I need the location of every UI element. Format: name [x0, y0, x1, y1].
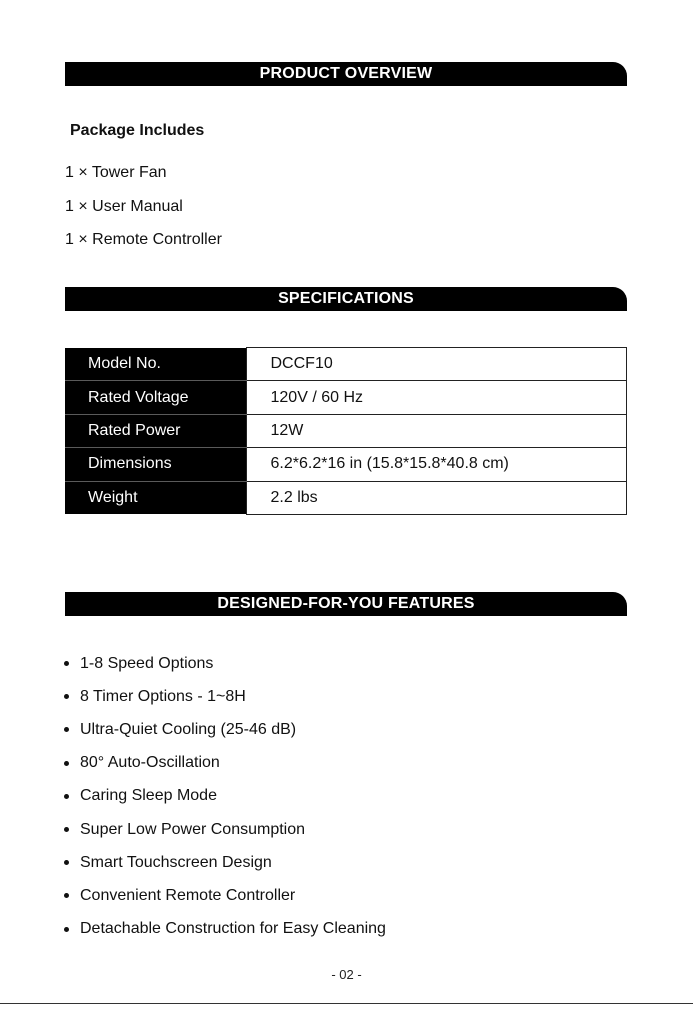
spec-label: Model No. [65, 348, 246, 381]
feature-item [62, 747, 386, 780]
bullet-icon [64, 827, 69, 832]
bullet-icon [64, 727, 69, 732]
spec-value: DCCF10 [246, 348, 627, 381]
spec-label: Rated Power [65, 414, 246, 447]
package-item: 1 × Remote Controller [65, 231, 222, 248]
bullet-icon [64, 761, 69, 766]
feature-text: Ultra-Quiet Cooling (25-46 dB) [80, 720, 297, 738]
package-item: 1 × Tower Fan [65, 164, 167, 181]
feature-item [62, 879, 386, 912]
specifications-banner: SPECIFICATIONS [65, 287, 627, 311]
bullet-icon [64, 927, 69, 932]
spec-label: Weight [65, 481, 246, 514]
feature-text: Smart Touchscreen Design [80, 853, 272, 871]
spec-row [65, 414, 627, 447]
spec-row [65, 481, 627, 514]
feature-item [62, 813, 386, 846]
spec-value: 2.2 lbs [246, 481, 627, 514]
bullet-icon [64, 860, 69, 865]
feature-text: Convenient Remote Controller [80, 886, 296, 904]
spec-label: Dimensions [65, 448, 246, 481]
footer-divider [0, 1003, 693, 1004]
feature-text: Super Low Power Consumption [80, 820, 306, 838]
feature-text: 80° Auto-Oscillation [80, 754, 220, 772]
feature-item [62, 846, 386, 879]
feature-text: Detachable Construction for Easy Cleaning [80, 920, 386, 938]
features-banner: DESIGNED-FOR-YOU FEATURES [65, 592, 627, 616]
package-list [65, 162, 222, 263]
package-item: 1 × User Manual [65, 197, 183, 215]
bullet-icon [64, 694, 69, 699]
bullet-icon [64, 794, 69, 799]
feature-item [62, 647, 386, 680]
feature-text: 8 Timer Options - 1~8H [80, 687, 246, 705]
page-number: - 02 - [331, 967, 362, 982]
spec-row [65, 381, 627, 414]
feature-text: Caring Sleep Mode [80, 787, 217, 805]
feature-item [62, 680, 386, 713]
spec-value: 120V / 60 Hz [246, 381, 627, 414]
features-list [62, 647, 386, 946]
spec-row [65, 448, 627, 481]
feature-item [62, 780, 386, 813]
bullet-icon [64, 893, 69, 898]
spec-label: Rated Voltage [65, 381, 246, 414]
package-includes-heading: Package Includes [70, 122, 205, 139]
spec-value: 6.2*6.2*16 in (15.8*15.8*40.8 cm) [246, 448, 627, 481]
product-overview-banner: PRODUCT OVERVIEW [65, 62, 627, 86]
feature-item [62, 913, 386, 946]
spec-value: 12W [246, 414, 627, 447]
feature-item [62, 713, 386, 746]
feature-text: 1-8 Speed Options [80, 654, 214, 672]
specifications-table [65, 347, 627, 515]
bullet-icon [64, 661, 69, 666]
spec-row [65, 348, 627, 381]
